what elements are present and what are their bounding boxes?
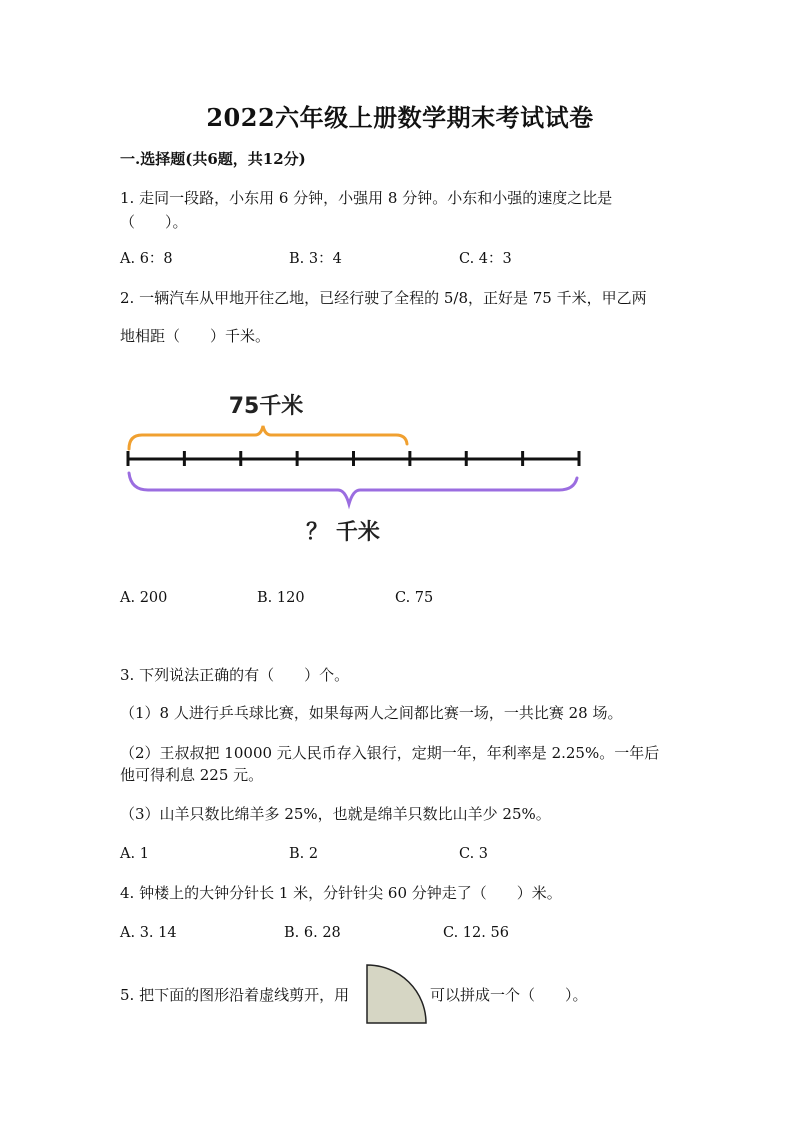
q2-option-b: B. 120 <box>257 590 305 606</box>
q1-text-line1: 1. 走同一段路，小东用 6 分钟，小强用 8 分钟。小东和小强的速度之比是 <box>120 189 613 207</box>
q3-statement-1: （1）8 人进行乒乓球比赛，如果每两人之间都比赛一场，一共比赛 28 场。 <box>120 704 623 722</box>
q3-statement-2b: 他可得利息 225 元。 <box>120 766 264 784</box>
q4-text-line1: 4. 钟楼上的大钟分针长 1 米，分针针尖 60 分钟走了（ ）米。 <box>120 884 562 902</box>
q1-option-c: C. 4：3 <box>459 251 512 267</box>
diagram-bottom-label: ？ 千米 <box>306 520 380 545</box>
q1-option-b: B. 3：4 <box>289 251 342 267</box>
quarter-circle-shape <box>365 963 429 1025</box>
q2-option-c: C. 75 <box>395 590 434 606</box>
bottom-brace <box>129 473 577 504</box>
q3-statement-2a: （2）王叔叔把 10000 元人民币存入银行，定期一年，年利率是 2.25%。一年后 <box>120 744 660 762</box>
q5-text-after: 可以拼成一个（ ）。 <box>430 986 588 1004</box>
q1-option-a: A. 6：8 <box>120 251 173 267</box>
q4-option-b: B. 6. 28 <box>284 925 341 941</box>
q3-statement-3: （3）山羊只数比绵羊多 25%，也就是绵羊只数比山羊少 25%。 <box>120 805 551 823</box>
q3-text-line1: 3. 下列说法正确的有（ ）个。 <box>120 666 350 684</box>
q4-option-a: A. 3. 14 <box>120 925 177 941</box>
q3-option-b: B. 2 <box>289 846 319 862</box>
q3-option-c: C. 3 <box>459 846 489 862</box>
page-title: 2022六年级上册数学期末考试试卷 <box>206 103 594 132</box>
q5-text-before: 5. 把下面的图形沿着虚线剪开，用 <box>120 986 350 1004</box>
section-heading: 一.选择题(共6题，共12分) <box>120 150 306 168</box>
segment-diagram <box>118 386 598 556</box>
q2-text-line1: 2. 一辆汽车从甲地开往乙地，已经行驶了全程的 5/8，正好是 75 千米，甲乙两 <box>120 289 647 307</box>
q4-option-c: C. 12. 56 <box>443 925 509 941</box>
q2-option-a: A. 200 <box>120 590 168 606</box>
top-brace <box>129 426 407 449</box>
diagram-top-label: 75千米 <box>228 394 304 419</box>
q1-text-line2: （ ）。 <box>120 213 188 231</box>
q2-text-line2: 地相距（ ）千米。 <box>120 327 271 345</box>
q3-option-a: A. 1 <box>120 846 149 862</box>
